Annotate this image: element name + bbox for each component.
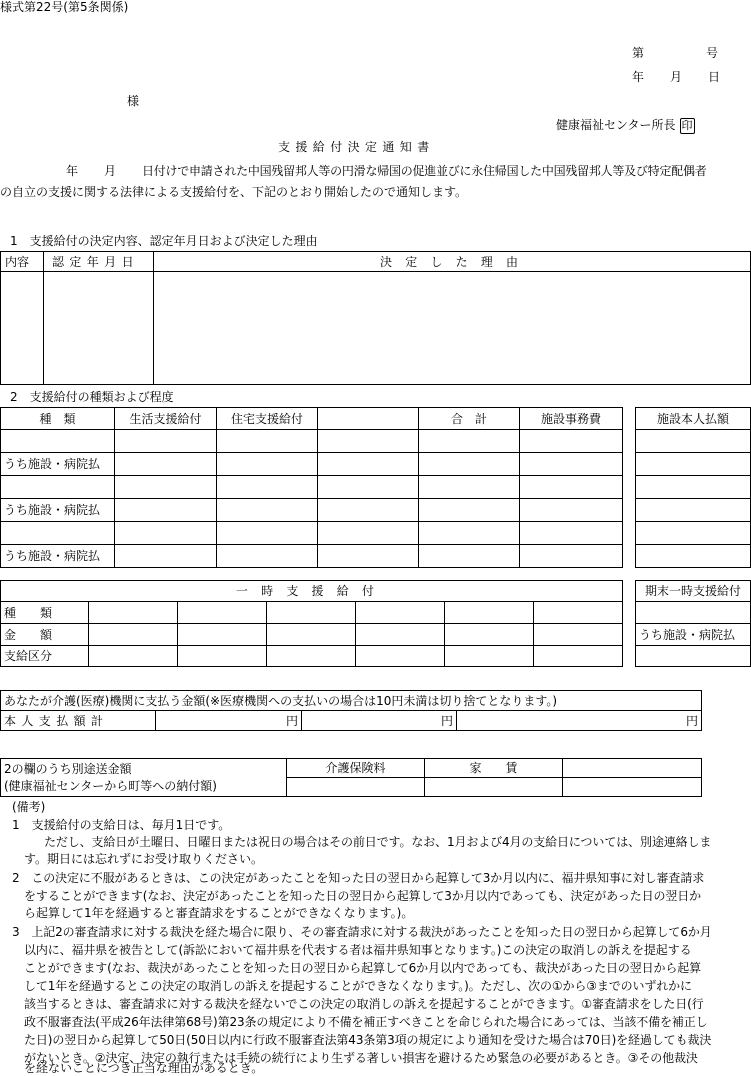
section1-heading: 1 支援給付の決定内容、認定年月日および決定した理由 bbox=[10, 234, 318, 248]
remark-3d: して1年を経過するとこの決定の取消しの訴えを提起することができなくなります。)。ただし、次の①から③までのいずれかに bbox=[24, 979, 692, 993]
section1-col-reason: 決定した理由 bbox=[380, 255, 532, 269]
self-pay-total-label: 本人支払額計 bbox=[1, 711, 156, 731]
table-row bbox=[1, 476, 115, 499]
table-row bbox=[1, 522, 115, 545]
issuer bbox=[556, 118, 695, 134]
date-year: 年 bbox=[632, 70, 645, 84]
remark-2c: ら起算して1年を経過すると審査請求をすることができなくなります。)。 bbox=[24, 906, 414, 920]
transfer-label-2: (健康福祉センターから町等への納付額) bbox=[4, 778, 217, 793]
remark-3g: た日)の翌日から起算して50日(50日以内に行政不服審査法第43条第3項の規定により通知を受けた場合は70日)を経過しても裁決 bbox=[24, 1033, 712, 1047]
remarks-title: (備考) bbox=[12, 800, 46, 814]
transfer-label bbox=[1, 759, 287, 797]
date-day: 日 bbox=[708, 70, 721, 84]
intro-line2: の自立の支援に関する法律による支援給付を、下記のとおり開始したので通知します。 bbox=[0, 185, 468, 199]
row-category: 支給区分 bbox=[1, 646, 89, 667]
section1-col-date: 認定年月日 bbox=[52, 255, 140, 269]
temporary-header: 一時支援給付 bbox=[1, 581, 623, 602]
remark-3a: 3 上記2の審査請求に対する裁決を経た場合に限り、その審査請求に対する裁決があったことを知った日の翌日から起算して6か月 bbox=[12, 925, 712, 939]
payment-table bbox=[0, 690, 702, 731]
self-pay-table bbox=[635, 407, 751, 568]
intro-line1: 日付けで申請された中国残留邦人等の円滑な帰国の促進並びに永住帰国した中国残留邦人等及び特定配偶者 bbox=[142, 164, 707, 178]
document-title: 支援給付決定通知書 bbox=[278, 140, 435, 154]
remark-1: 1 支援給付の支給日は、毎月1日です。 bbox=[12, 818, 231, 832]
date-month: 月 bbox=[670, 70, 683, 84]
number-prefix: 第 bbox=[632, 46, 645, 60]
col-care-insurance: 介護保険料 bbox=[287, 759, 425, 778]
remark-3h: がないとき。②決定、決定の執行または手続の続行により生ずる著しい損害を避けるため緊急の必要があるとき。③その他裁決 bbox=[24, 1051, 698, 1065]
col-facility-fee: 施設事務費 bbox=[520, 408, 623, 430]
transfer-table bbox=[0, 758, 702, 797]
remark-2b: をすることができます(なお、決定があったことを知った日の翌日から起算して3か月以内であっても、決定があった日の翌日か bbox=[24, 889, 702, 903]
temporary-table bbox=[0, 580, 623, 667]
payment-note: あなたが介護(医療)機関に支払う金額(※医療機関への支払いの場合は10円未満は切り捨てとなります。) bbox=[1, 691, 702, 711]
remark-1a: ただし、支給日が土曜日、日曜日または祝日の場合はその前日です。なお、1月および4月の支給日については、別途連絡しま bbox=[44, 835, 712, 849]
row-facility-pay-1: うち施設・病院払 bbox=[1, 453, 115, 476]
amount-2-unit: 円 bbox=[302, 711, 457, 731]
remark-3e: 該当するときは、審査請求に対する裁決を経ないでこの決定の取消しの訴えを提起することができます。①審査請求をした日(行 bbox=[24, 997, 704, 1011]
amount-1-unit: 円 bbox=[156, 711, 302, 731]
col-blank bbox=[318, 408, 419, 430]
col-year-end: 期末一時支援給付 bbox=[636, 581, 751, 602]
amount-3-unit: 円 bbox=[457, 711, 702, 731]
section2-heading: 2 支援給付の種類および程度 bbox=[10, 390, 174, 404]
section1-col-content: 内容 bbox=[5, 255, 30, 269]
number-suffix: 号 bbox=[706, 46, 719, 60]
remark-2a: 2 この決定に不服があるときは、この決定があったことを知った日の翌日から起算して3か月以内に、福井県知事に対し審査請求 bbox=[12, 871, 705, 885]
col-type: 種 類 bbox=[1, 408, 115, 430]
col-self-pay: 施設本人払額 bbox=[636, 408, 751, 430]
benefit-table bbox=[0, 407, 623, 568]
seal-mark: 印 bbox=[681, 119, 693, 132]
intro-month: 月 bbox=[104, 164, 117, 178]
remark-3f: 政不服審査法(平成26年法律第68号)第23条の規定により不備を補正すべきことを命じられた場合にあっては、当該不備を補正し bbox=[24, 1015, 708, 1029]
col-living: 生活支援給付 bbox=[115, 408, 217, 430]
addressee: 様 bbox=[127, 94, 140, 108]
issuer-name: 健康福祉センター所長 bbox=[556, 118, 676, 132]
row-year-end-facility: うち施設・病院払 bbox=[636, 624, 751, 646]
row-kind: 種 類 bbox=[1, 602, 89, 624]
remark-1b: す。期日には忘れずにお受け取りください。 bbox=[24, 852, 264, 866]
row-amount: 金 額 bbox=[1, 624, 89, 646]
remark-3i: を経ないことにつき正当な理由があるとき。 bbox=[24, 1061, 264, 1075]
row-facility-pay-2: うち施設・病院払 bbox=[1, 499, 115, 522]
col-total: 合 計 bbox=[419, 408, 520, 430]
form-number: 様式第22号(第5条関係) bbox=[0, 0, 129, 14]
remark-3c: ことができます(なお、裁決があったことを知った日の翌日から起算して6か月以内であっても、裁決があった日の翌日から起算 bbox=[24, 961, 702, 975]
transfer-label-1: 2の欄のうち別途送金額 bbox=[4, 761, 132, 776]
remark-3b: 以内に、福井県を被告として(訴訟において福井県を代表する者は福井県知事となります。)この決定の取消しの訴えを提起する bbox=[24, 943, 692, 957]
table-row bbox=[1, 430, 115, 453]
col-rent: 家 賃 bbox=[425, 759, 563, 778]
intro-year: 年 bbox=[66, 164, 79, 178]
col-housing: 住宅支援給付 bbox=[217, 408, 318, 430]
row-facility-pay-3: うち施設・病院払 bbox=[1, 545, 115, 568]
year-end-table bbox=[635, 580, 751, 667]
